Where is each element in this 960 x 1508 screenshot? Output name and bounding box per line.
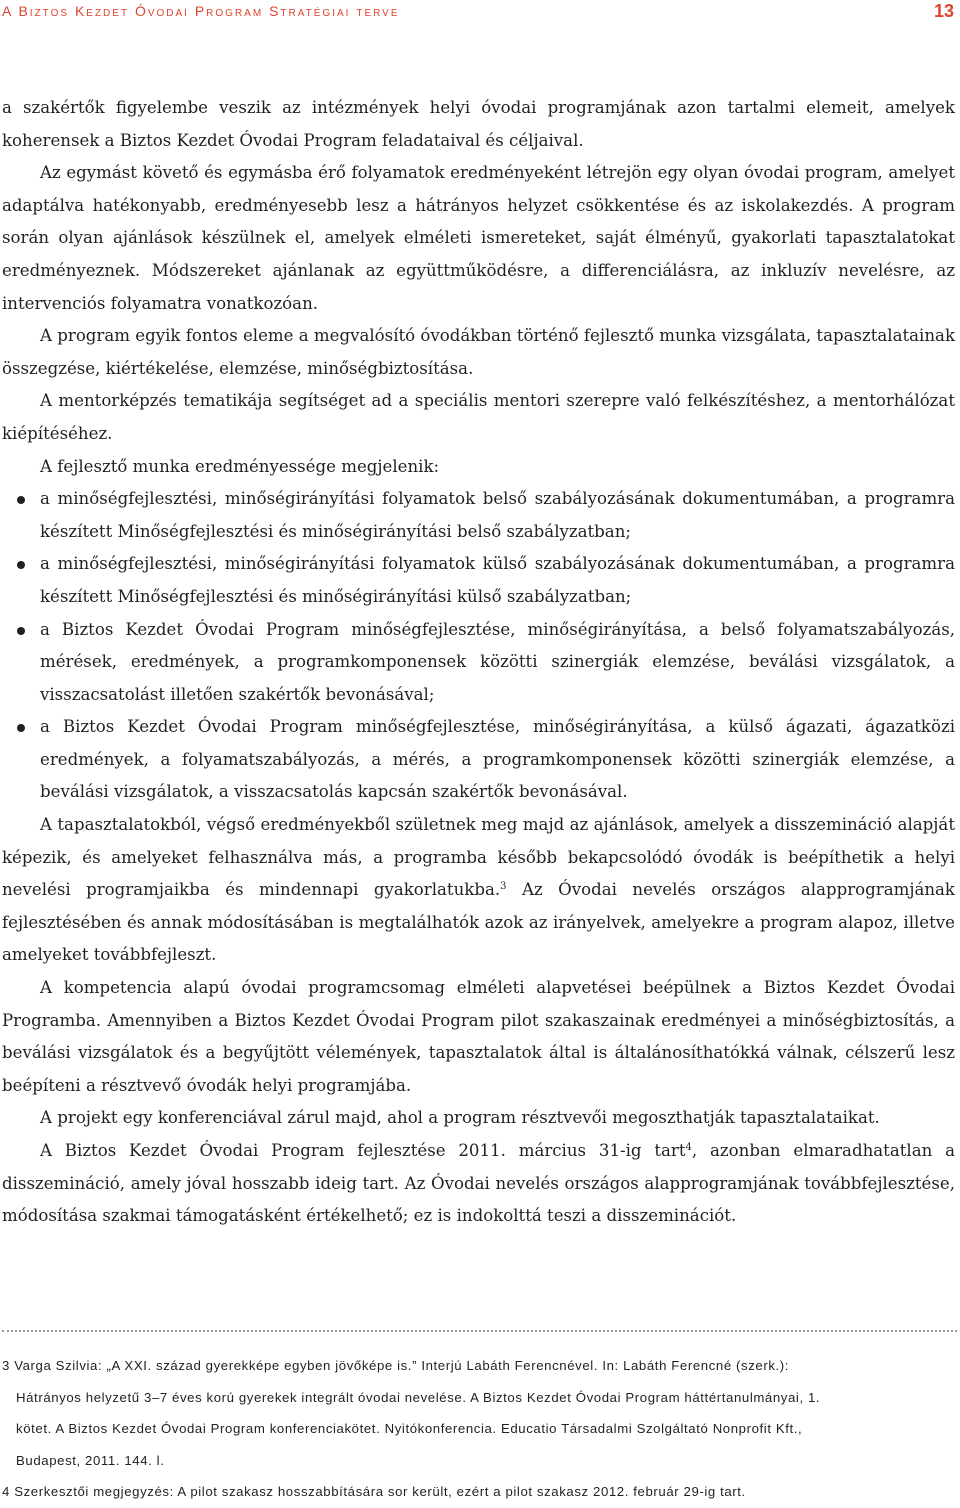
list-item	[2, 483, 955, 548]
paragraph-text: , azonban elmaradhatatlan a disszemináció, amely jóval hosszabb ideig tart. Az Óvodai nevelés országos alapprogramjának továbbfejlesztése, módosítása szakmai támogatásként értékelhető; ez is indokolttá teszi a disszeminációt.	[2, 1141, 955, 1226]
footnote-ref-3[interactable]: 3	[500, 881, 507, 893]
footnote-4: 4 Szerkesztői megjegyzés: A pilot szakasz hosszabbítására sor került, ezért a pilot szakasz 2012. február 29-ig tart.	[2, 1484, 746, 1499]
paragraph-text: A tapasztalatokból, végső eredményekből születnek meg majd az ajánlások, amelyek a disszemináció alapját képezik, és amelyeket felhasználva más, a programba később bekapcsolódó óvodák is beépíthetik a helyi nevelési programjaikba és mindennapi gyakorlatukba.	[2, 815, 955, 900]
footnote-3-line: Hátrányos helyzetű 3–7 éves korú gyerekek integrált óvodai nevelése. A Biztos Kezdet Óvodai Program háttértanulmányai, 1.	[16, 1389, 821, 1405]
bullet-icon	[17, 627, 25, 635]
paragraph: A mentorképzés tematikája segítséget ad a speciális mentori szerepre való felkészítéshez, a mentorhálózat kiépítéséhez.	[2, 391, 955, 443]
running-title: A Biztos Kezdet Óvodai Program Stratégiai terve	[2, 3, 400, 19]
paragraph: A kompetencia alapú óvodai programcsomag elméleti alapvetései beépülnek a Biztos Kezdet Óvodai Programba. Amennyiben a Biztos Kezdet Óvodai Program pilot szakaszainak eredményei a minőségbiztosítás, a beválási vizsgálatok és a begyűjtött vélemények, tapasztalatok által is általánosíthatókká válnak, célszerű lesz beépíteni a résztvevő óvodák helyi programjába.	[2, 978, 955, 1095]
footnote-ref-4[interactable]: 4	[685, 1142, 692, 1153]
paragraph	[2, 1135, 955, 1233]
list-intro: A fejlesztő munka eredményessége megjelenik:	[40, 456, 440, 476]
list-item	[2, 548, 955, 613]
body-text	[2, 92, 955, 1233]
paragraph	[2, 809, 955, 972]
bullet-list	[2, 483, 955, 809]
bullet-icon	[17, 561, 25, 569]
list-item-text: a Biztos Kezdet Óvodai Program minőségfejlesztése, minőségirányítása, a belső folyamatszabályozás, mérések, eredmények, a programkomponensek közötti szinergiák elemzése, beválási vizsgálatok, a visszacsatolást illetően szakértők bevonásával;	[40, 619, 955, 704]
list-item-text: a minőségfejlesztési, minőségirányítási folyamatok belső szabályozásának dokumentumában, a programra készített Minőségfejlesztési és minőségirányítási belső szabályzatban;	[40, 489, 955, 541]
list-item	[2, 614, 955, 712]
running-header	[0, 0, 960, 28]
list-item-text: a minőségfejlesztési, minőségirányítási folyamatok külső szabályozásának dokumentumában, a programra készített Minőségfejlesztési és minőségirányítási külső szabályzatban;	[40, 554, 955, 606]
bullet-icon	[17, 496, 25, 504]
paragraph: A projekt egy konferenciával zárul majd, ahol a program résztvevői megoszthatják tapasztalataikat.	[40, 1108, 880, 1128]
bullet-icon	[17, 724, 25, 732]
page-number: 13	[933, 1, 954, 21]
footnote-3-line: 3 Varga Szilvia: „A XXI. század gyerekképe egyben jövőképe is.” Interjú Labáth Ferencnével. In: Labáth Ferencné (szerk.):	[2, 1358, 790, 1373]
paragraph-text: Az Óvodai nevelés országos alapprogramjának fejlesztésében és annak módosításában is megtalálhatók azok az irányelvek, amelyekre a program alapoz, illetve amelyeket továbbfejleszt.	[2, 880, 955, 965]
paragraph: A program egyik fontos eleme a megvalósító óvodákban történő fejlesztő munka vizsgálata, tapasztalatainak összegzése, kiértékelése, elemzése, minőségbiztosítása.	[2, 326, 955, 378]
list-item-text: a Biztos Kezdet Óvodai Program minőségfejlesztése, minőségirányítása, a külső ágazati, ágazatközi eredmények, a folyamatszabályozás, a mérés, a programkomponensek közötti szinergiák elemzése, a beválási vizsgálatok, a visszacsatolás kapcsán szakértők bevonásával.	[40, 717, 955, 802]
footnotes	[2, 1350, 952, 1508]
footnote-3-line: Budapest, 2011. 144. l.	[16, 1452, 165, 1468]
paragraph-text: A Biztos Kezdet Óvodai Program fejlesztése 2011. március 31-ig tart	[40, 1141, 686, 1160]
footnote-3-line: kötet. A Biztos Kezdet Óvodai Program konferenciakötet. Nyitókonferencia. Educatio Társadalmi Szolgáltató Nonprofit Kft.,	[16, 1421, 803, 1436]
paragraph: a szakértők figyelembe veszik az intézmények helyi óvodai programjának azon tartalmi elemeit, amelyek koherensek a Biztos Kezdet Óvodai Program feladataival és céljaival.	[2, 98, 955, 150]
footnote-divider	[2, 1330, 957, 1332]
paragraph: Az egymást követő és egymásba érő folyamatok eredményeként létrejön egy olyan óvodai program, amelyet adaptálva hatékonyabb, eredményesebb lesz a hátrányos helyzet csökkentése és az iskolakezdés. A program során olyan ajánlások készülnek el, amelyek elméleti ismereteket, saját élményű, gyakorlati tapasztalatokat eredményeznek. Módszereket ajánlanak az együttműködésre, a differenciálásra, az inkluzív nevelésre, az intervenciós folyamatra vonatkozóan.	[2, 163, 955, 313]
list-item	[2, 711, 955, 809]
